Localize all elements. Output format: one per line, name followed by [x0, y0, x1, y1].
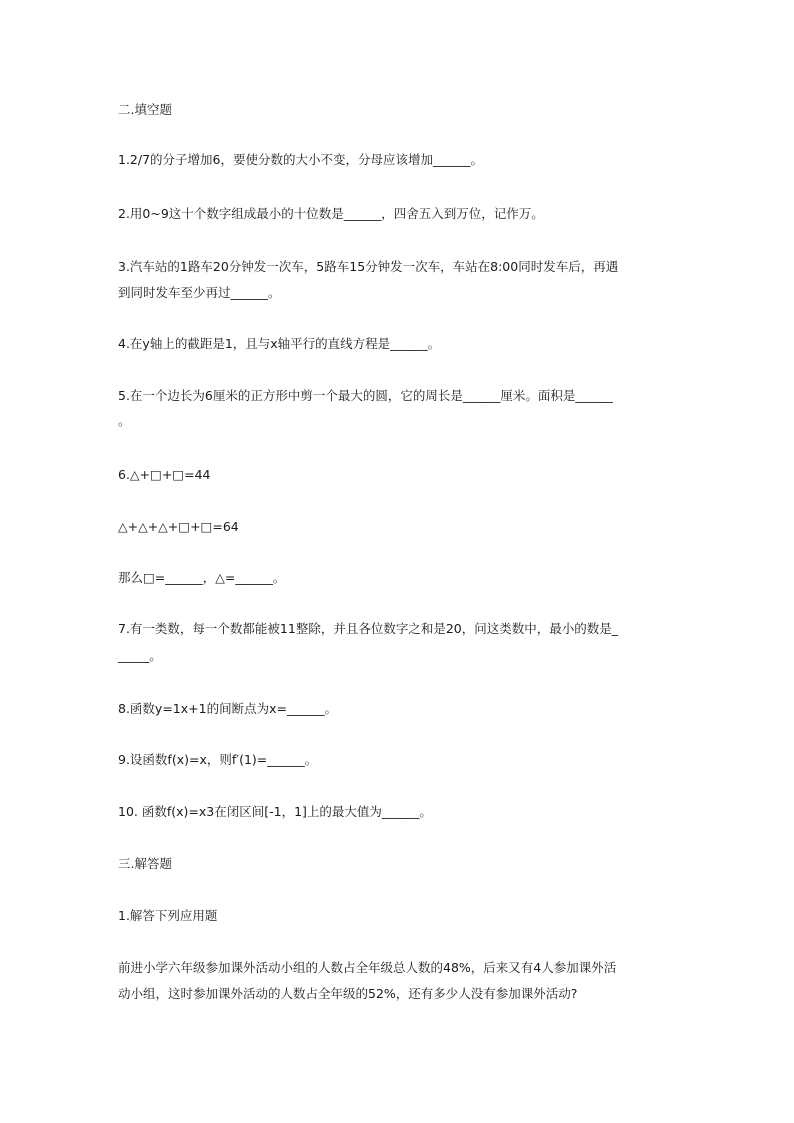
question-9: 9.设函数f(x)=x，则f′(1)=______。	[118, 752, 318, 767]
question-2: 2.用0~9这十个数字组成最小的十位数是______，四舍五入到万位，记作万。	[118, 206, 544, 221]
question-1: 1.2/7的分子增加6，要使分数的大小不变，分母应该增加______。	[118, 152, 483, 167]
section-heading-fill-in: 二.填空题	[118, 102, 172, 117]
question-7-line-2: _____。	[118, 648, 162, 663]
section-heading-answer: 三.解答题	[118, 856, 172, 871]
question-5-line-1: 5.在一个边长为6厘米的正方形中剪一个最大的圆，它的周长是______厘米。面积是______	[118, 388, 613, 403]
question-7-line-1: 7.有一类数，每一个数都能被11整除，并且各位数字之和是20，问这类数中，最小的数是_	[118, 621, 618, 636]
question-3-line-1: 3.汽车站的1路车20分钟发一次车，5路车15分钟发一次车，车站在8:00同时发车后，再遇	[118, 259, 619, 274]
question-8: 8.函数y=1x+1的间断点为x=______。	[118, 701, 337, 716]
question-6-line-2: △+△+△+□+□=64	[118, 519, 239, 534]
question-4: 4.在y轴上的截距是1，且与x轴平行的直线方程是______。	[118, 336, 441, 351]
question-6-line-3: 那么□=______，△=______。	[118, 570, 286, 585]
question-3-line-2: 到同时发车至少再过______。	[118, 285, 281, 300]
problem-line-2: 动小组，这时参加课外活动的人数占全年级的52%，还有多少人没有参加课外活动?	[118, 986, 578, 1001]
question-10: 10. 函数f(x)=x3在闭区间[-1，1]上的最大值为______。	[118, 804, 432, 819]
problem-line-1: 前进小学六年级参加课外活动小组的人数占全年级总人数的48%，后来又有4人参加课外活	[118, 960, 617, 975]
question-5-line-2: 。	[118, 413, 131, 428]
question-6-line-1: 6.△+□+□=44	[118, 467, 211, 482]
answer-subheading: 1.解答下列应用题	[118, 908, 218, 923]
